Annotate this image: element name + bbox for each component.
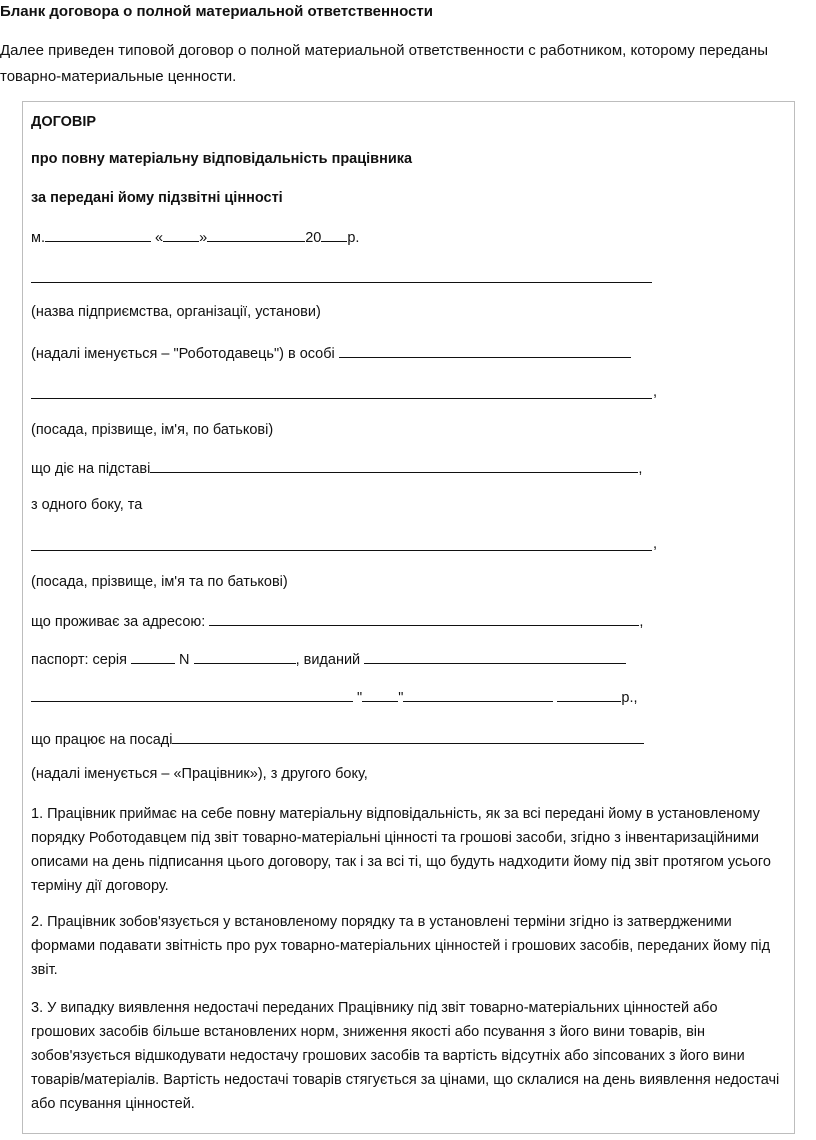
passport-series-blank[interactable] <box>131 648 175 664</box>
address-text: що проживає за адресою: <box>31 614 206 630</box>
page-heading: Бланк договора о полной материальной ответственности <box>0 3 433 20</box>
issue-year-suffix: р., <box>621 690 638 706</box>
year-blank[interactable] <box>321 226 347 242</box>
passport-n-label: N <box>179 652 190 668</box>
comma-1: , <box>653 384 658 400</box>
one-side-text: з одного боку, та <box>31 497 143 513</box>
passport-line <box>31 648 626 670</box>
basis-text: що діє на підставі <box>31 461 151 477</box>
clause-1: 1. Працівник приймає на себе повну матеріальну відповідальність, як за всі передані йому в установленому порядку Роботодавцем під звіт товарно-матеріальні цінності та грошові засоби, згідно з інвентаризаційними описами на день підписання цього договору, так і за всі ті, що будуть надходити йому під звіт протягом усього терміну дії договору. <box>31 806 771 894</box>
employer-line <box>31 342 631 364</box>
org-caption: (назва підприємства, організації, установи) <box>31 304 321 320</box>
basis-blank[interactable] <box>150 457 638 473</box>
comma-3: , <box>653 536 658 552</box>
issuer-blank-2[interactable] <box>31 686 353 702</box>
representative-blank-2[interactable] <box>31 398 652 399</box>
passport-series-label: паспорт: серія <box>31 652 127 668</box>
year-prefix: 20 <box>305 230 322 246</box>
place-date-line <box>31 226 359 248</box>
passport-issuer-blank[interactable] <box>364 648 626 664</box>
comma-2: , <box>638 461 643 477</box>
org-name-blank[interactable] <box>31 282 652 283</box>
contract-subtitle-2: за передані йому підзвітні цінності <box>31 190 283 206</box>
representative-blank[interactable] <box>339 342 631 358</box>
city-blank[interactable] <box>45 226 151 242</box>
contract-subtitle-1: про повну матеріальну відповідальність працівника <box>31 151 413 167</box>
day-blank[interactable] <box>163 226 199 242</box>
worker-name-blank[interactable] <box>31 550 652 551</box>
job-position-blank[interactable] <box>172 728 644 744</box>
address-line <box>31 610 643 632</box>
year-suffix: р. <box>347 230 360 246</box>
address-blank[interactable] <box>209 610 639 626</box>
position-caption-2: (посада, прізвище, ім'я та по батькові) <box>31 574 288 590</box>
basis-line <box>31 457 642 479</box>
contract-title: ДОГОВІР <box>31 114 97 130</box>
day-quote-close: » <box>199 230 208 246</box>
issue-month-blank[interactable] <box>403 686 553 702</box>
passport-number-blank[interactable] <box>194 648 296 664</box>
employer-text: (надалі іменується – "Роботодавець") в особі <box>31 346 335 362</box>
date-quote-open: " <box>357 690 363 706</box>
city-prefix: м. <box>31 230 45 246</box>
issue-date-line <box>31 686 638 708</box>
contract-form <box>22 101 795 1134</box>
passport-issued-label: , виданий <box>295 652 361 668</box>
works-line <box>31 728 644 750</box>
clause-2: 2. Працівник зобов'язується у встановленому порядку та в установлені терміни згідно із затвердженими формами подавати звітність про рух товарно-матеріальних цінностей і грошових засобів, переданих йому під звіт. <box>31 914 771 978</box>
position-caption-1: (посада, прізвище, ім'я, по батькові) <box>31 422 274 438</box>
comma-4: , <box>639 614 644 630</box>
intro-text: Далее приведен типовой договор о полной материальной ответственности с работником, которому переданы товарно-материальные ценности. <box>0 42 769 85</box>
clause-3: 3. У випадку виявлення недостачі переданих Працівнику під звіт товарно-матеріальних цінностей або грошових засобів більше встановлених норм, зниження якості або псування з його вини товарів, він зобов'язується відшкодувати недостачу грошових засобів та вартість відсутніх або зіпсованих з його вини товарів/матеріалів. Вартість недостачі товарів стягується за цінами, що склалися на день виявлення недостачі або псування цінностей. <box>31 1000 780 1112</box>
works-text: що працює на посаді <box>31 732 173 748</box>
worker-text: (надалі іменується – «Працівник»), з другого боку, <box>31 766 368 782</box>
issue-year-blank[interactable] <box>557 686 621 702</box>
issue-day-blank[interactable] <box>362 686 398 702</box>
date-quote-close: " <box>398 690 404 706</box>
month-blank[interactable] <box>207 226 305 242</box>
day-quote-open: « <box>155 230 164 246</box>
